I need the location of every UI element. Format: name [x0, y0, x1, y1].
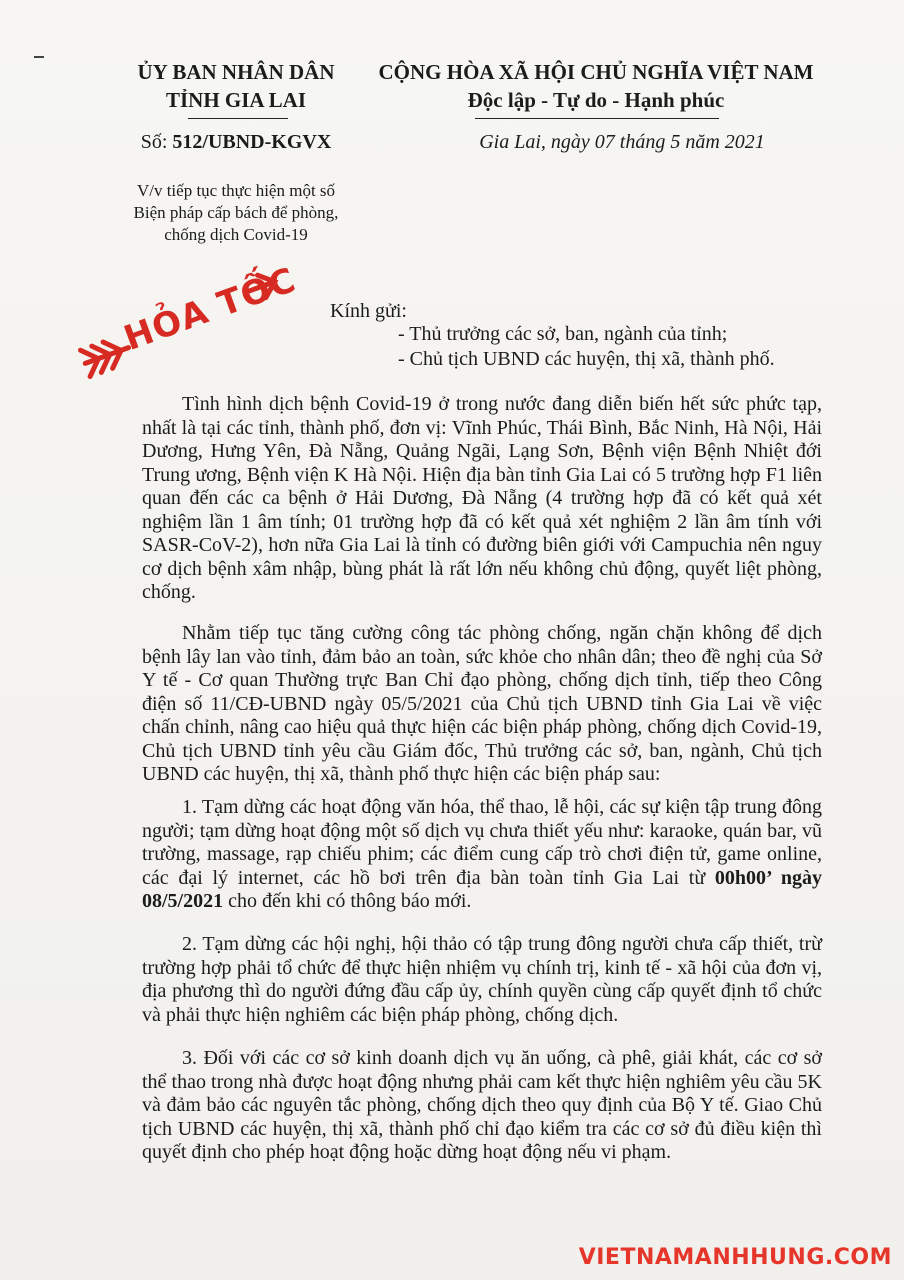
document-number: [104, 131, 368, 154]
urgent-stamp: [60, 236, 304, 415]
paragraph-measure-1: [142, 796, 822, 914]
republic-motto: Độc lập - Tự do - Hạnh phúc: [467, 88, 725, 112]
republic-line-1: CỘNG HÒA XÃ HỘI CHỦ NGHĨA VIỆT NAM: [378, 60, 814, 84]
agency-line-1: ỦY BAN NHÂN DÂN: [137, 60, 335, 84]
paragraph-measure-3: 3. Đối với các cơ sở kinh doanh dịch vụ ăn uống, cà phê, giải khát, các cơ sở thể thao trong nhà được hoạt động nhưng phải cam kết thực hiện nghiêm yêu cầu 5K và đảm bảo các nguyên tắc phòng, chống dịch theo quy định của Bộ Y tế. Giao Chủ tịch UBND các huyện, thị xã, thành phố chỉ đạo kiểm tra các cơ sở đủ điều kiện thì quyết định cho phép hoạt động hoặc dừng hoạt động nếu vi phạm.: [142, 1047, 822, 1163]
subject-line-3: chống dịch Covid-19: [164, 225, 308, 244]
paragraph-request: Nhằm tiếp tục tăng cường công tác phòng chống, ngăn chặn không để dịch bệnh lây lan vào tỉnh, đảm bảo an toàn, sức khỏe cho nhân dân; theo đề nghị của Sở Y tế - Cơ quan Thường trực Ban Chỉ đạo phòng, chống dịch tỉnh, tiếp theo Công điện số 11/CĐ-UBND ngày 05/5/2021 của Chủ tịch UBND tỉnh Gia Lai về việc chấn chỉnh, nâng cao hiệu quả thực hiện các biện pháp phòng, chống dịch Covid-19, Chủ tịch UBND tỉnh yêu cầu Giám đốc, Thủ trưởng các sở, ban, ngành, Chủ tịch UBND các huyện, thị xã, thành phố thực hiện các biện pháp sau:: [142, 622, 822, 785]
measure-1-deadline: 00h00’ ngày 08/5/2021: [142, 866, 823, 912]
motto-underline: [475, 118, 719, 119]
paragraph-measure-2: 2. Tạm dừng các hội nghị, hội thảo có tập trung đông người chưa cấp thiết, trừ trường hợp phải tổ chức để thực hiện nhiệm vụ chính trị, kinh tế - xã hội của đơn vị, địa phương thì do người đứng đầu cấp ủy, chính quyền cùng cấp quyết định tổ chức và phải thực hiện nghiêm các biện pháp phòng, chống dịch.: [142, 933, 822, 1026]
subject-block: [104, 180, 368, 246]
stamp-label: HỎA TỐC: [118, 259, 302, 359]
subject-line-1: V/v tiếp tục thực hiện một số: [136, 181, 336, 200]
number-value: 512/UBND-KGVX: [172, 131, 332, 153]
place-date: Gia Lai, ngày 07 tháng 5 năm 2021: [479, 131, 765, 153]
recipient-1: - Thủ trưởng các sở, ban, ngành của tỉnh;: [398, 323, 728, 345]
measure-1-tail: cho đến khi có thông báo mới.: [223, 890, 472, 912]
site-watermark: VIETNAMANHHUNG.COM: [578, 1245, 892, 1270]
recipient-2: - Chủ tịch UBND các huyện, thị xã, thành phố.: [398, 348, 775, 370]
agency-underline: [188, 118, 288, 119]
national-title: [368, 58, 824, 114]
number-prefix: Số:: [140, 131, 173, 153]
subject-line-2: Biện pháp cấp bách để phòng,: [133, 203, 339, 222]
measure-1-text: 1. Tạm dừng các hoạt động văn hóa, thể thao, lễ hội, các sự kiện tập trung đông người; tạm dừng hoạt động một số dịch vụ chưa thiết yếu như: karaoke, quán bar, vũ trường, massage, rạp chiếu phim; các điểm cung cấp trò chơi điện tử, game online, các đại lý internet, các hồ bơi trên địa bàn toàn tỉnh Gia Lai từ: [142, 796, 822, 889]
issuing-agency: [104, 58, 368, 114]
greeting: Kính gửi:: [330, 300, 407, 322]
paragraph-situation: Tình hình dịch bệnh Covid-19 ở trong nước đang diễn biến hết sức phức tạp, nhất là tại các tỉnh, thành phố, đơn vị: Vĩnh Phúc, Thái Bình, Bắc Ninh, Hà Nội, Hải Dương, Hưng Yên, Đà Nẵng, Quảng Ngãi, Lạng Sơn, Bệnh viện Bệnh Nhiệt đới Trung ương, Bệnh viện K Hà Nội. Hiện địa bàn tỉnh Gia Lai có 5 trường hợp F1 liên quan đến các ca bệnh ở Hải Dương, Đà Nẵng (4 trường hợp đã có kết quả xét nghiệm lần 1 âm tính; 01 trường hợp đã có kết quả xét nghiệm 2 lần âm tính với SASR-CoV-2), hơn nữa Gia Lai là tỉnh có đường biên giới với Campuchia nên nguy cơ dịch bệnh xâm nhập, bùng phát là rất lớn nếu không chủ động, quyết liệt phòng, chống.: [142, 393, 822, 603]
scan-mark: [34, 56, 44, 58]
agency-line-2: TỈNH GIA LAI: [165, 88, 307, 112]
